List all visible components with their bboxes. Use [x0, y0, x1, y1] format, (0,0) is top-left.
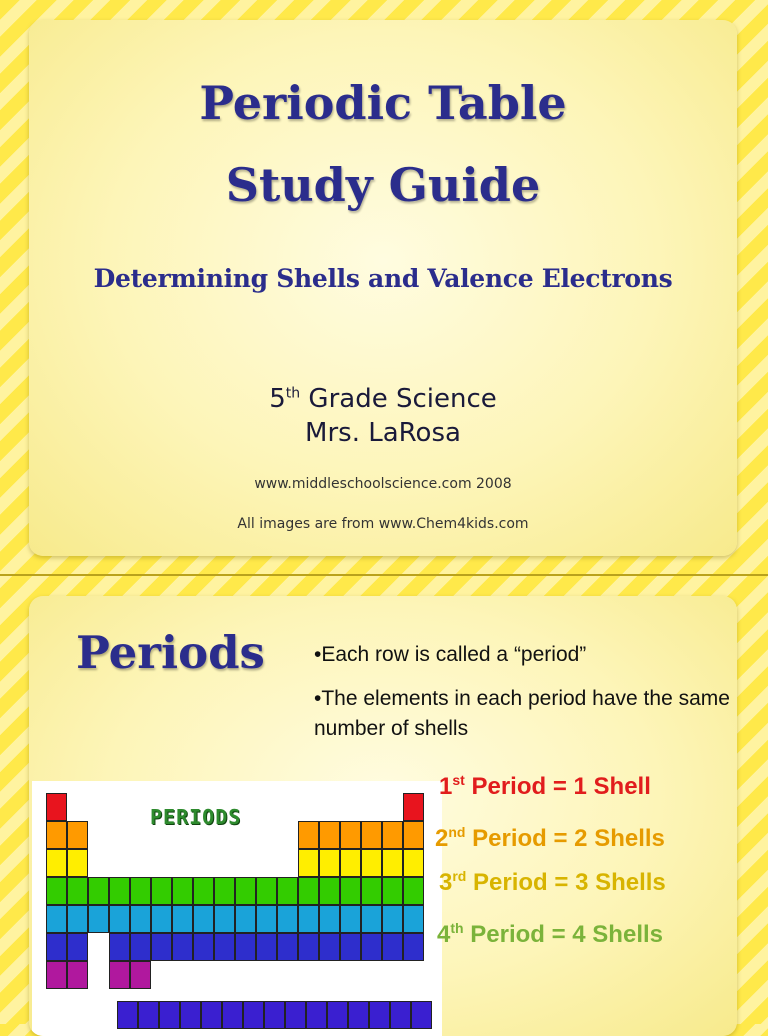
slide-title-line2: Study Guide — [225, 158, 541, 212]
periodic-table-image — [32, 781, 442, 1036]
element-cell — [67, 849, 88, 877]
periods-image-label: PERIODS — [150, 805, 242, 829]
element-cell — [214, 933, 235, 961]
element-cell — [193, 877, 214, 905]
element-cell — [298, 933, 319, 961]
element-cell — [130, 933, 151, 961]
element-cell — [348, 1001, 369, 1029]
element-cell — [138, 1001, 159, 1029]
element-cell — [298, 821, 319, 849]
grade-text: Grade Science — [300, 384, 497, 414]
element-cell — [340, 933, 361, 961]
grade-line — [29, 384, 737, 414]
element-cell — [151, 905, 172, 933]
element-cell — [340, 905, 361, 933]
element-cell — [46, 849, 67, 877]
period-text: Period = 1 Shell — [464, 773, 651, 800]
element-cell — [403, 793, 424, 821]
element-cell — [67, 961, 88, 989]
element-cell — [130, 877, 151, 905]
element-cell — [403, 877, 424, 905]
periods-slide — [29, 596, 737, 1036]
element-cell — [109, 961, 130, 989]
element-cell — [46, 821, 67, 849]
element-cell — [403, 821, 424, 849]
element-cell — [151, 933, 172, 961]
element-cell — [193, 905, 214, 933]
element-cell — [235, 933, 256, 961]
element-cell — [256, 877, 277, 905]
element-cell — [201, 1001, 222, 1029]
element-cell — [319, 877, 340, 905]
element-cell — [256, 905, 277, 933]
source-url: www.middleschoolscience.com 2008 — [254, 476, 512, 492]
element-cell — [67, 821, 88, 849]
element-cell — [403, 905, 424, 933]
element-cell — [382, 905, 403, 933]
element-cell — [327, 1001, 348, 1029]
period-number: 2 — [435, 825, 449, 852]
element-cell — [172, 877, 193, 905]
element-cell — [277, 933, 298, 961]
element-cell — [88, 905, 109, 933]
element-cell — [298, 877, 319, 905]
image-credit: All images are from www.Chem4kids.com — [237, 516, 529, 532]
period-4-shells — [437, 920, 663, 949]
period-suffix: st — [452, 772, 465, 788]
element-cell — [130, 961, 151, 989]
periods-title: Periods — [76, 626, 265, 679]
element-cell — [159, 1001, 180, 1029]
element-cell — [264, 1001, 285, 1029]
element-cell — [361, 905, 382, 933]
slide-divider — [0, 574, 768, 576]
element-cell — [193, 933, 214, 961]
element-cell — [319, 849, 340, 877]
element-cell — [46, 961, 67, 989]
period-suffix: rd — [452, 868, 467, 884]
element-cell — [277, 877, 298, 905]
element-cell — [117, 1001, 138, 1029]
element-cell — [382, 821, 403, 849]
period-text: Period = 3 Shells — [466, 869, 666, 896]
element-cell — [369, 1001, 390, 1029]
element-cell — [172, 933, 193, 961]
element-cell — [243, 1001, 264, 1029]
period-2-shells — [435, 824, 665, 853]
element-cell — [319, 821, 340, 849]
element-cell — [235, 905, 256, 933]
period-suffix: th — [450, 920, 464, 936]
period-suffix: nd — [448, 824, 466, 840]
grade-suffix: th — [285, 385, 301, 402]
title-slide — [29, 20, 737, 556]
element-cell — [382, 877, 403, 905]
element-cell — [390, 1001, 411, 1029]
teacher-name: Mrs. LaRosa — [305, 418, 461, 448]
element-cell — [277, 905, 298, 933]
element-cell — [298, 905, 319, 933]
period-number: 3 — [439, 869, 453, 896]
slide-subtitle: Determining Shells and Valence Electrons — [93, 264, 673, 293]
element-cell — [214, 877, 235, 905]
element-cell — [172, 905, 193, 933]
element-cell — [214, 905, 235, 933]
element-cell — [319, 905, 340, 933]
element-cell — [256, 933, 277, 961]
grade-number: 5 — [269, 384, 286, 414]
element-cell — [67, 877, 88, 905]
element-cell — [151, 877, 172, 905]
element-cell — [403, 849, 424, 877]
period-text: Period = 4 Shells — [463, 921, 663, 948]
element-cell — [340, 849, 361, 877]
period-number: 1 — [439, 773, 453, 800]
element-cell — [46, 905, 67, 933]
element-cell — [67, 905, 88, 933]
element-cell — [180, 1001, 201, 1029]
element-cell — [361, 933, 382, 961]
slide-title-line1: Periodic Table — [199, 76, 567, 130]
element-cell — [67, 933, 88, 961]
element-cell — [361, 821, 382, 849]
element-cell — [306, 1001, 327, 1029]
element-cell — [361, 849, 382, 877]
element-cell — [46, 933, 67, 961]
element-cell — [88, 877, 109, 905]
element-cell — [222, 1001, 243, 1029]
element-cell — [130, 905, 151, 933]
element-cell — [411, 1001, 432, 1029]
element-cell — [319, 933, 340, 961]
element-cell — [361, 877, 382, 905]
element-cell — [382, 849, 403, 877]
element-cell — [109, 877, 130, 905]
period-number: 4 — [437, 921, 451, 948]
element-cell — [46, 793, 67, 821]
element-cell — [340, 877, 361, 905]
element-cell — [403, 933, 424, 961]
period-3-shells — [439, 868, 666, 897]
period-text: Period = 2 Shells — [465, 825, 665, 852]
period-1-shell — [439, 772, 651, 801]
element-cell — [298, 849, 319, 877]
element-cell — [285, 1001, 306, 1029]
element-cell — [109, 933, 130, 961]
element-cell — [235, 877, 256, 905]
element-cell — [109, 905, 130, 933]
element-cell — [382, 933, 403, 961]
element-cell — [340, 821, 361, 849]
bullet-shells-rule: •The elements in each period have the same number of shells — [314, 687, 730, 740]
bullet-period-definition: •Each row is called a “period” — [314, 643, 587, 666]
element-cell — [46, 877, 67, 905]
